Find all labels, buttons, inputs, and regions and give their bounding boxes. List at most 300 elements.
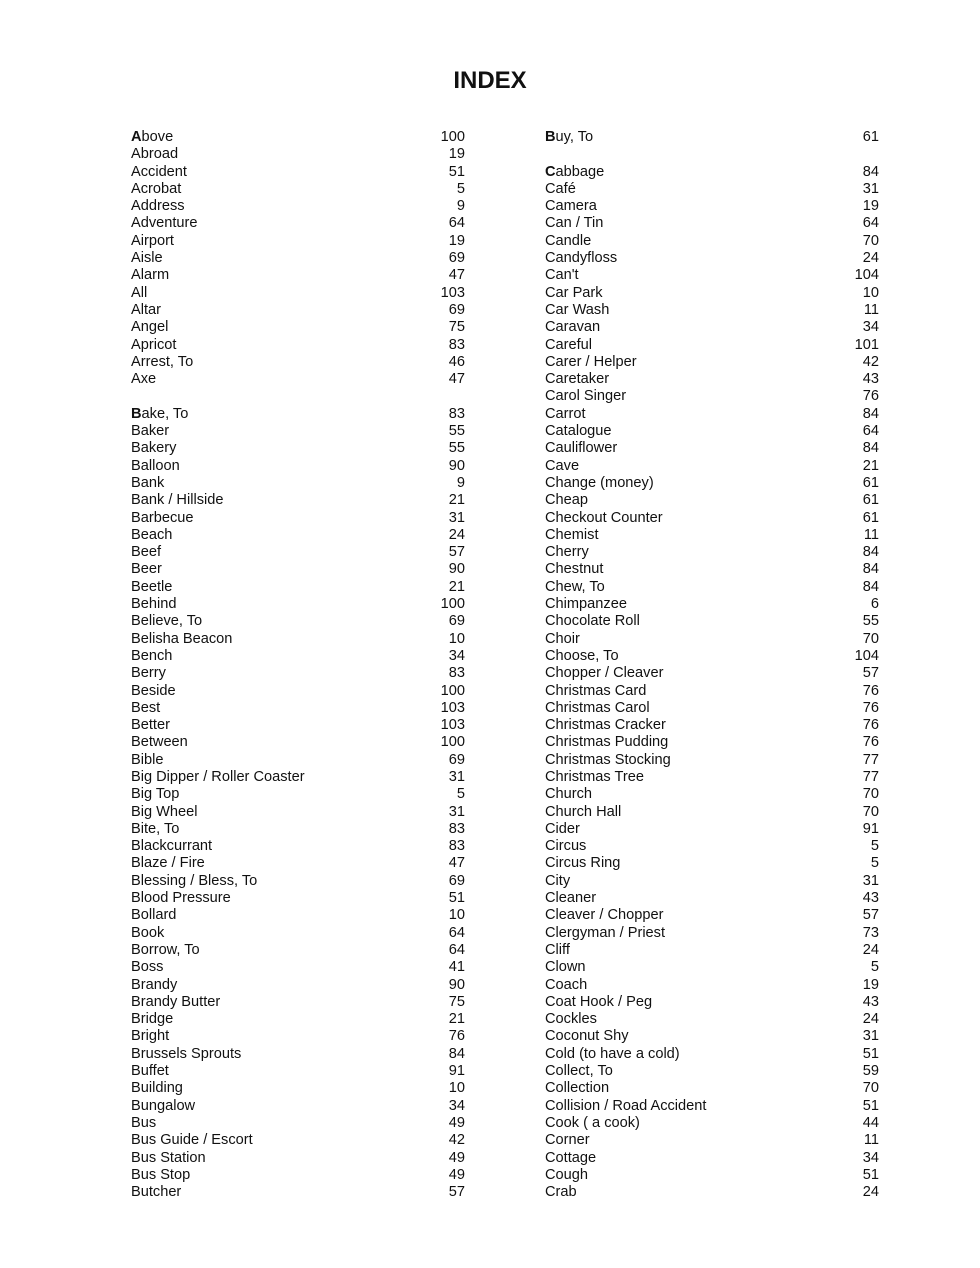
index-page-number: 84 bbox=[862, 544, 879, 561]
index-term: Coach bbox=[545, 976, 588, 993]
index-term: Cave bbox=[545, 457, 580, 474]
index-entry bbox=[131, 752, 465, 769]
index-page-number: 47 bbox=[448, 371, 465, 388]
index-page-number: 31 bbox=[448, 768, 465, 785]
index-page-number: 21 bbox=[448, 1011, 465, 1028]
index-entry bbox=[545, 977, 879, 994]
index-term: Altar bbox=[131, 301, 162, 318]
index-page-number: 47 bbox=[448, 267, 465, 284]
index-page-number: 100 bbox=[440, 734, 465, 751]
index-term: Apricot bbox=[131, 336, 177, 353]
index-page-number: 9 bbox=[456, 198, 465, 215]
index-page-number: 76 bbox=[862, 717, 879, 734]
index-term: Boss bbox=[131, 959, 164, 976]
index-entry bbox=[545, 786, 879, 803]
index-entry bbox=[545, 423, 879, 440]
index-term: Cockles bbox=[545, 1011, 597, 1028]
index-page-number: 24 bbox=[862, 941, 879, 958]
index-term: Book bbox=[131, 924, 165, 941]
index-entry bbox=[131, 561, 465, 578]
index-page-number: 84 bbox=[862, 440, 879, 457]
index-entry bbox=[131, 492, 465, 509]
index-entry bbox=[545, 959, 879, 976]
index-term: Blood Pressure bbox=[131, 890, 231, 907]
index-term: Bite, To bbox=[131, 820, 180, 837]
index-term: Best bbox=[131, 699, 161, 716]
index-entry bbox=[131, 406, 465, 423]
index-term: Catalogue bbox=[545, 423, 612, 440]
index-entry bbox=[545, 838, 879, 855]
index-page-number: 70 bbox=[862, 232, 879, 249]
index-page-number: 51 bbox=[448, 890, 465, 907]
index-page-number: 76 bbox=[862, 699, 879, 716]
index-page-number: 76 bbox=[862, 682, 879, 699]
index-term: Better bbox=[131, 717, 170, 734]
index-entry bbox=[545, 769, 879, 786]
index-entry bbox=[545, 440, 879, 457]
index-page-number: 84 bbox=[862, 163, 879, 180]
index-page-number: 64 bbox=[448, 941, 465, 958]
index-entry bbox=[131, 648, 465, 665]
index-term: Above bbox=[131, 129, 174, 145]
index-entry bbox=[131, 925, 465, 942]
index-page-number: 61 bbox=[862, 129, 879, 145]
index-entry bbox=[545, 613, 879, 630]
index-term: Address bbox=[131, 198, 185, 215]
index-entry bbox=[131, 1080, 465, 1097]
index-entry bbox=[131, 838, 465, 855]
index-term: Carol Singer bbox=[545, 388, 627, 405]
index-column-left bbox=[131, 129, 465, 1201]
index-term: Cabbage bbox=[545, 163, 605, 180]
index-entry bbox=[131, 475, 465, 492]
index-page-number: 31 bbox=[862, 180, 879, 197]
index-term: Camera bbox=[545, 198, 597, 215]
index-term: Berry bbox=[131, 665, 166, 682]
index-entry bbox=[545, 527, 879, 544]
index-entry bbox=[131, 1115, 465, 1132]
index-term: Bakery bbox=[131, 440, 177, 457]
index-term: Clergyman / Priest bbox=[545, 924, 666, 941]
index-entry bbox=[131, 164, 465, 181]
index-entry bbox=[545, 752, 879, 769]
index-term: Buffet bbox=[131, 1063, 169, 1080]
index-page-number: 83 bbox=[448, 665, 465, 682]
index-page-number: 49 bbox=[448, 1149, 465, 1166]
index-term: Brandy bbox=[131, 976, 178, 993]
index-term: Chocolate Roll bbox=[545, 613, 640, 630]
index-entry bbox=[131, 527, 465, 544]
index-page-number: 43 bbox=[862, 993, 879, 1010]
index-entry bbox=[131, 596, 465, 613]
index-entry bbox=[131, 423, 465, 440]
index-term: City bbox=[545, 872, 571, 889]
index-entry bbox=[545, 1098, 879, 1115]
index-entry bbox=[545, 1150, 879, 1167]
index-page-number: 34 bbox=[448, 1097, 465, 1114]
index-entry bbox=[545, 388, 879, 405]
index-entry bbox=[131, 804, 465, 821]
index-page-number: 84 bbox=[862, 561, 879, 578]
index-page-number: 49 bbox=[448, 1166, 465, 1183]
index-entry bbox=[131, 1098, 465, 1115]
index-page-number: 55 bbox=[862, 613, 879, 630]
index-term: Beetle bbox=[131, 578, 173, 595]
index-term: Cherry bbox=[545, 544, 589, 561]
index-term: Coat Hook / Peg bbox=[545, 993, 653, 1010]
index-term: Beef bbox=[131, 544, 162, 561]
index-term: Cliff bbox=[545, 941, 570, 958]
index-term: Clown bbox=[545, 959, 586, 976]
index-page-number: 90 bbox=[448, 561, 465, 578]
index-term: Can't bbox=[545, 267, 579, 284]
index-page-number: 57 bbox=[862, 665, 879, 682]
index-term: Café bbox=[545, 180, 576, 197]
index-term: Blessing / Bless, To bbox=[131, 872, 258, 889]
index-entry bbox=[545, 579, 879, 596]
index-entry bbox=[131, 440, 465, 457]
index-page-number: 70 bbox=[862, 803, 879, 820]
index-column-right bbox=[545, 129, 879, 1201]
index-entry bbox=[545, 821, 879, 838]
index-entry bbox=[545, 717, 879, 734]
index-page-number: 31 bbox=[862, 872, 879, 889]
index-entry bbox=[545, 1063, 879, 1080]
index-page-number: 73 bbox=[862, 924, 879, 941]
index-page-number: 84 bbox=[862, 405, 879, 422]
index-page-number: 5 bbox=[870, 959, 879, 976]
index-entry bbox=[131, 146, 465, 163]
index-page-number: 70 bbox=[862, 630, 879, 647]
index-page-number: 5 bbox=[456, 786, 465, 803]
index-term: Cleaner bbox=[545, 890, 597, 907]
index-page-number: 69 bbox=[448, 872, 465, 889]
index-page-number: 55 bbox=[448, 423, 465, 440]
index-term: Circus Ring bbox=[545, 855, 621, 872]
index-page-number: 43 bbox=[862, 371, 879, 388]
index-entry bbox=[131, 510, 465, 527]
index-term: Checkout Counter bbox=[545, 509, 663, 526]
index-term: Christmas Carol bbox=[545, 699, 650, 716]
index-term: Bus Station bbox=[131, 1149, 206, 1166]
index-entry bbox=[131, 1011, 465, 1028]
index-term: Arrest, To bbox=[131, 353, 194, 370]
index-page-number: 69 bbox=[448, 301, 465, 318]
index-page-number: 90 bbox=[448, 457, 465, 474]
index-page-number: 69 bbox=[448, 751, 465, 768]
index-entry bbox=[545, 371, 879, 388]
index-entry bbox=[131, 250, 465, 267]
index-term: Collect, To bbox=[545, 1063, 613, 1080]
index-page-number: 103 bbox=[440, 699, 465, 716]
index-page-number: 11 bbox=[863, 1132, 879, 1149]
index-term: Bungalow bbox=[131, 1097, 196, 1114]
index-entry bbox=[545, 129, 879, 146]
index-entry bbox=[545, 510, 879, 527]
index-entry bbox=[545, 215, 879, 232]
index-term: Bridge bbox=[131, 1011, 174, 1028]
index-term: Bollard bbox=[131, 907, 177, 924]
index-page-number: 55 bbox=[448, 440, 465, 457]
index-page-number: 100 bbox=[440, 682, 465, 699]
index-entry bbox=[131, 631, 465, 648]
index-entry bbox=[131, 665, 465, 682]
index-page-number: 76 bbox=[862, 734, 879, 751]
index-term: Beach bbox=[131, 526, 173, 543]
index-page-number: 83 bbox=[448, 405, 465, 422]
index-page-number: 24 bbox=[862, 1184, 879, 1201]
index-term: Alarm bbox=[131, 267, 170, 284]
index-entry bbox=[545, 233, 879, 250]
index-term: Circus bbox=[545, 838, 587, 855]
index-entry bbox=[131, 700, 465, 717]
index-page-number: 76 bbox=[448, 1028, 465, 1045]
index-page-number: 5 bbox=[456, 180, 465, 197]
index-term: Cheap bbox=[545, 492, 589, 509]
index-entry bbox=[131, 1167, 465, 1184]
index-page-number: 101 bbox=[854, 336, 879, 353]
index-term: Chemist bbox=[545, 526, 599, 543]
index-term: Butcher bbox=[131, 1184, 182, 1201]
index-page-number: 46 bbox=[448, 353, 465, 370]
index-entry bbox=[131, 942, 465, 959]
index-term: Church Hall bbox=[545, 803, 622, 820]
index-term: Chopper / Cleaver bbox=[545, 665, 664, 682]
index-entry bbox=[131, 890, 465, 907]
index-term: Borrow, To bbox=[131, 941, 200, 958]
index-term: Bake, To bbox=[131, 405, 189, 422]
index-entry bbox=[131, 319, 465, 336]
index-term: Buy, To bbox=[545, 129, 594, 145]
index-entry bbox=[545, 942, 879, 959]
index-entry bbox=[131, 371, 465, 388]
index-entry bbox=[131, 285, 465, 302]
index-page-number: 77 bbox=[862, 768, 879, 785]
index-term: Bus bbox=[131, 1114, 157, 1131]
index-entry bbox=[545, 994, 879, 1011]
index-page-number: 41 bbox=[448, 959, 465, 976]
index-page-number: 5 bbox=[870, 838, 879, 855]
index-entry bbox=[545, 561, 879, 578]
index-term: Bench bbox=[131, 647, 173, 664]
index-entry bbox=[545, 648, 879, 665]
index-entry bbox=[545, 855, 879, 872]
index-entry bbox=[545, 890, 879, 907]
index-entry bbox=[131, 1132, 465, 1149]
index-term: Cough bbox=[545, 1166, 589, 1183]
index-entry bbox=[131, 907, 465, 924]
index-term: Bus Guide / Escort bbox=[131, 1132, 253, 1149]
index-term: Bank bbox=[131, 474, 165, 491]
index-page-number: 51 bbox=[448, 163, 465, 180]
index-page-number: 64 bbox=[448, 924, 465, 941]
index-entry bbox=[545, 683, 879, 700]
index-page-number: 10 bbox=[448, 630, 465, 647]
index-page-number: 19 bbox=[862, 976, 879, 993]
index-page-number: 69 bbox=[448, 613, 465, 630]
index-entry bbox=[545, 198, 879, 215]
index-entry bbox=[131, 337, 465, 354]
index-entry bbox=[545, 544, 879, 561]
index-page-number: 61 bbox=[862, 474, 879, 491]
index-page-number: 103 bbox=[440, 284, 465, 301]
index-page-number: 10 bbox=[862, 284, 879, 301]
index-entry bbox=[545, 596, 879, 613]
index-term: Abroad bbox=[131, 146, 179, 163]
index-term: Cold (to have a cold) bbox=[545, 1045, 680, 1062]
index-entry bbox=[131, 977, 465, 994]
index-entry bbox=[131, 786, 465, 803]
index-term: Church bbox=[545, 786, 593, 803]
index-entry bbox=[545, 354, 879, 371]
index-page-number: 49 bbox=[448, 1114, 465, 1131]
index-term: Christmas Stocking bbox=[545, 751, 671, 768]
index-term: Accident bbox=[131, 163, 187, 180]
index-entry bbox=[131, 821, 465, 838]
index-page-number: 19 bbox=[448, 232, 465, 249]
index-term: Cook ( a cook) bbox=[545, 1114, 640, 1131]
index-term: Can / Tin bbox=[545, 215, 604, 232]
index-page-number: 51 bbox=[862, 1045, 879, 1062]
index-page-number: 21 bbox=[862, 457, 879, 474]
index-term: Cleaver / Chopper bbox=[545, 907, 664, 924]
index-page-number: 6 bbox=[870, 596, 879, 613]
index-entry bbox=[545, 475, 879, 492]
index-page-number: 47 bbox=[448, 855, 465, 872]
index-entry bbox=[131, 683, 465, 700]
index-entry bbox=[545, 734, 879, 751]
index-entry bbox=[131, 959, 465, 976]
index-page-number: 76 bbox=[862, 388, 879, 405]
index-page-number: 64 bbox=[448, 215, 465, 232]
index-page-number: 69 bbox=[448, 250, 465, 267]
index-term: Building bbox=[131, 1080, 183, 1097]
index-page-number: 70 bbox=[862, 1080, 879, 1097]
index-page-number: 19 bbox=[862, 198, 879, 215]
index-page-number: 42 bbox=[862, 353, 879, 370]
index-entry bbox=[131, 233, 465, 250]
index-term: Axe bbox=[131, 371, 157, 388]
index-page-number: 84 bbox=[448, 1045, 465, 1062]
index-entry bbox=[545, 1028, 879, 1045]
index-entry bbox=[131, 129, 465, 146]
index-entry bbox=[131, 544, 465, 561]
index-entry bbox=[545, 302, 879, 319]
index-entry bbox=[545, 181, 879, 198]
index-entry bbox=[131, 215, 465, 232]
index-term: Carer / Helper bbox=[545, 353, 637, 370]
index-term: Corner bbox=[545, 1132, 590, 1149]
index-term: Cauliflower bbox=[545, 440, 618, 457]
index-entry bbox=[545, 250, 879, 267]
index-term: Big Dipper / Roller Coaster bbox=[131, 768, 305, 785]
index-page-number: 51 bbox=[862, 1166, 879, 1183]
index-page-number: 42 bbox=[448, 1132, 465, 1149]
index-page-number: 10 bbox=[448, 907, 465, 924]
index-entry bbox=[545, 804, 879, 821]
index-entry bbox=[545, 1167, 879, 1184]
index-entry bbox=[545, 267, 879, 284]
index-page-number: 91 bbox=[862, 820, 879, 837]
index-page-number: 44 bbox=[862, 1114, 879, 1131]
index-term: Carrot bbox=[545, 405, 586, 422]
index-entry bbox=[131, 873, 465, 890]
index-term: Adventure bbox=[131, 215, 198, 232]
index-entry bbox=[545, 164, 879, 181]
index-page-number: 21 bbox=[448, 578, 465, 595]
index-term: Big Wheel bbox=[131, 803, 198, 820]
index-term: Believe, To bbox=[131, 613, 203, 630]
index-term: Christmas Tree bbox=[545, 768, 644, 785]
index-page-number: 90 bbox=[448, 976, 465, 993]
index-term: Choose, To bbox=[545, 647, 619, 664]
index-entry bbox=[545, 492, 879, 509]
index-page-number: 31 bbox=[448, 509, 465, 526]
index-entry bbox=[545, 1080, 879, 1097]
index-page-number: 104 bbox=[854, 647, 879, 664]
index-entry bbox=[131, 354, 465, 371]
index-term: Behind bbox=[131, 596, 177, 613]
index-term: Aisle bbox=[131, 250, 163, 267]
index-term: Car Park bbox=[545, 284, 603, 301]
index-page-number: 24 bbox=[448, 526, 465, 543]
index-term: Chimpanzee bbox=[545, 596, 627, 613]
index-page-number: 61 bbox=[862, 509, 879, 526]
index-term: Choir bbox=[545, 630, 580, 647]
index-page-number: 57 bbox=[448, 1184, 465, 1201]
index-term: All bbox=[131, 284, 148, 301]
index-page-number: 31 bbox=[448, 803, 465, 820]
index-entry bbox=[131, 994, 465, 1011]
index-term: Caravan bbox=[545, 319, 601, 336]
index-entry bbox=[131, 855, 465, 872]
index-entry bbox=[545, 873, 879, 890]
index-entry bbox=[131, 302, 465, 319]
index-page-number: 104 bbox=[854, 267, 879, 284]
index-page-number: 64 bbox=[862, 215, 879, 232]
index-page-number: 21 bbox=[448, 492, 465, 509]
index-page-number: 34 bbox=[448, 647, 465, 664]
index-page-number: 24 bbox=[862, 1011, 879, 1028]
index-entry bbox=[131, 613, 465, 630]
index-term: Bus Stop bbox=[131, 1166, 191, 1183]
index-term: Collision / Road Accident bbox=[545, 1097, 707, 1114]
index-entry bbox=[131, 734, 465, 751]
index-entry bbox=[545, 337, 879, 354]
index-entry bbox=[545, 700, 879, 717]
index-entry bbox=[131, 458, 465, 475]
index-page-number: 83 bbox=[448, 820, 465, 837]
index-page-number: 77 bbox=[862, 751, 879, 768]
index-term: Baker bbox=[131, 423, 170, 440]
index-page-number: 61 bbox=[862, 492, 879, 509]
index-page-number: 11 bbox=[863, 301, 879, 318]
index-term: Candyfloss bbox=[545, 250, 618, 267]
index-term: Balloon bbox=[131, 457, 180, 474]
index-term: Chestnut bbox=[545, 561, 604, 578]
index-page-number: 100 bbox=[440, 596, 465, 613]
index-page-number: 24 bbox=[862, 250, 879, 267]
index-term: Beer bbox=[131, 561, 162, 578]
index-page-number: 11 bbox=[863, 526, 879, 543]
index-page-number: 5 bbox=[870, 855, 879, 872]
index-entry bbox=[545, 925, 879, 942]
index-page-number: 64 bbox=[862, 423, 879, 440]
index-term: Crab bbox=[545, 1184, 577, 1201]
index-entry bbox=[131, 717, 465, 734]
index-entry bbox=[131, 769, 465, 786]
index-entry bbox=[545, 1115, 879, 1132]
